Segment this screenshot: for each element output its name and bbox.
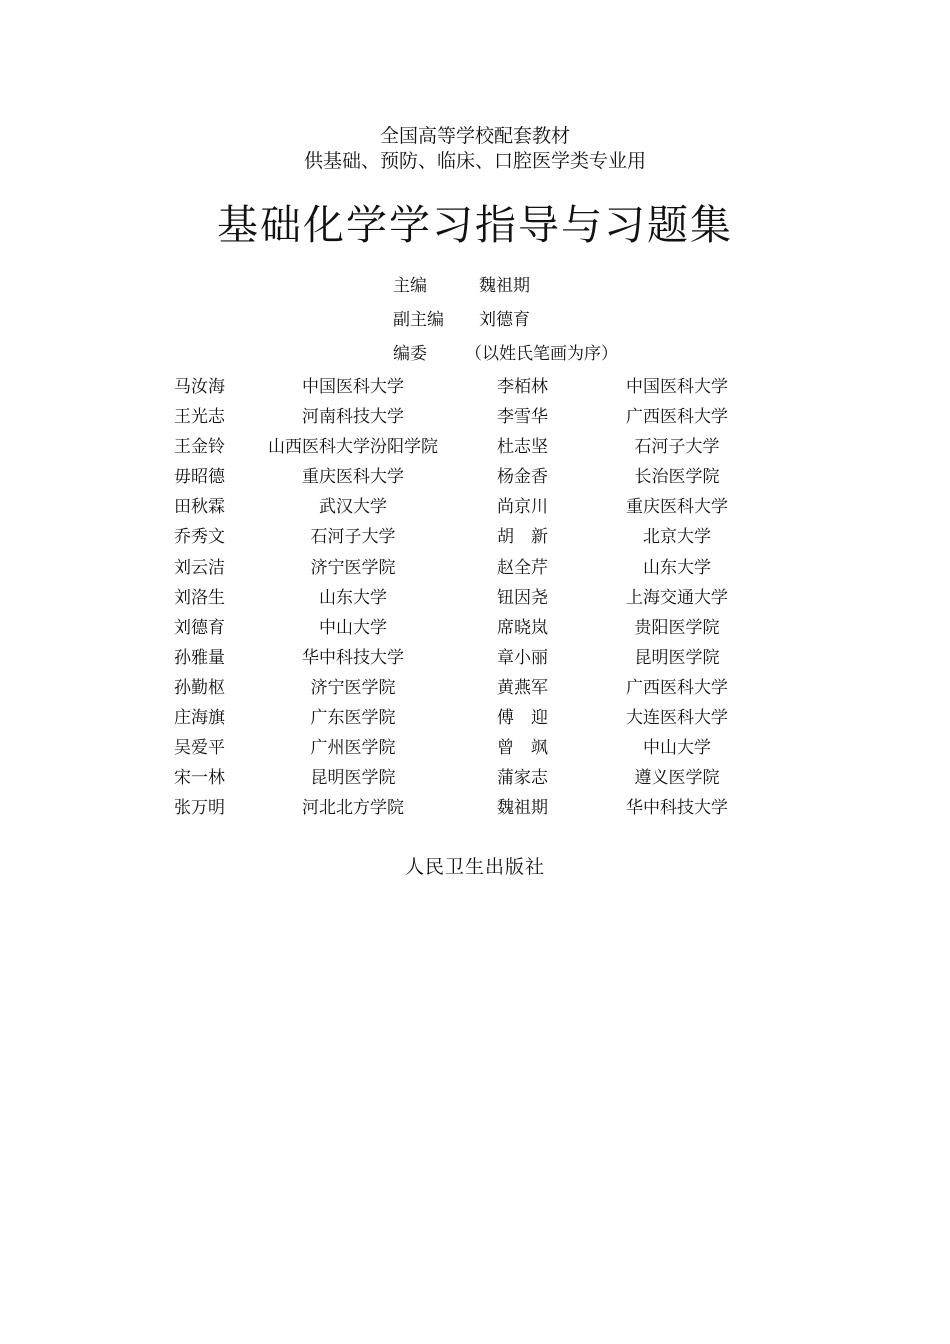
member-institution: 广西医科大学 — [626, 677, 728, 698]
member-institution: 河北北方学院 — [302, 798, 404, 819]
member-institution: 广西医科大学 — [626, 407, 728, 428]
member-name: 马汝海 — [174, 377, 225, 397]
member-name: 傅 迎 — [497, 708, 548, 729]
member-row — [0, 553, 950, 583]
member-name: 李栢林 — [497, 377, 548, 397]
member-institution: 北京大学 — [643, 527, 711, 548]
member-name: 毋昭德 — [174, 467, 225, 488]
deputy-editor-name: 刘德育 — [479, 310, 530, 330]
member-name: 胡 新 — [497, 527, 548, 548]
member-institution: 山东大学 — [319, 587, 387, 608]
member-row — [0, 733, 950, 763]
member-row — [0, 643, 950, 673]
series-line-1: 全国高等学校配套教材 — [379, 125, 570, 147]
member-name: 席晓岚 — [497, 617, 548, 638]
member-institution: 石河子大学 — [634, 437, 720, 458]
member-institution: 长治医学院 — [634, 467, 720, 488]
member-name: 王光志 — [174, 407, 225, 428]
member-institution: 广东医学院 — [310, 708, 396, 729]
member-name: 张万明 — [174, 798, 225, 819]
member-name: 孙雅量 — [174, 647, 225, 668]
member-institution: 石河子大学 — [310, 527, 396, 548]
member-row — [0, 492, 950, 522]
member-institution: 济宁医学院 — [310, 557, 396, 578]
member-name: 杨金香 — [497, 467, 548, 488]
member-name: 章小丽 — [497, 647, 548, 668]
member-institution: 遵义医学院 — [634, 768, 720, 789]
member-row — [0, 673, 950, 703]
editorial-board-line — [393, 342, 618, 366]
member-row — [0, 432, 950, 462]
member-institution: 重庆医科大学 — [626, 497, 728, 518]
member-institution: 重庆医科大学 — [302, 467, 404, 488]
member-name: 尚京川 — [497, 497, 548, 518]
member-name: 杜志坚 — [497, 437, 548, 458]
member-institution: 大连医科大学 — [626, 708, 728, 729]
member-row — [0, 763, 950, 793]
member-institution: 中山大学 — [319, 617, 387, 638]
member-institution: 中国医科大学 — [302, 377, 404, 397]
editorial-board-note: （以姓氏笔画为序） — [465, 344, 618, 364]
member-name: 王金铃 — [174, 437, 225, 458]
member-row — [0, 462, 950, 492]
member-name: 孙勤枢 — [174, 677, 225, 698]
member-name: 田秋霖 — [174, 497, 225, 518]
publisher: 人民卫生出版社 — [404, 856, 545, 878]
member-institution: 华中科技大学 — [626, 798, 728, 819]
chief-editor-label: 主编 — [393, 276, 427, 296]
member-institution: 山东大学 — [643, 557, 711, 578]
chief-editor-name: 魏祖期 — [479, 276, 530, 296]
member-row — [0, 703, 950, 733]
member-row — [0, 402, 950, 432]
series-line-2: 供基础、预防、临床、口腔医学类专业用 — [303, 150, 646, 172]
member-institution: 广州医学院 — [310, 738, 396, 759]
member-institution: 山西医科大学汾阳学院 — [268, 437, 438, 458]
member-name: 钮因尧 — [497, 587, 548, 608]
chief-editor-line — [393, 274, 530, 298]
member-institution: 中国医科大学 — [626, 377, 728, 397]
member-name: 刘洛生 — [174, 587, 225, 608]
member-name: 宋一林 — [174, 768, 225, 789]
member-institution: 华中科技大学 — [302, 647, 404, 668]
member-institution: 武汉大学 — [319, 497, 387, 518]
member-name: 刘德育 — [174, 617, 225, 638]
deputy-editor-line — [393, 308, 530, 332]
member-name: 吴爱平 — [174, 738, 225, 759]
member-institution: 昆明医学院 — [634, 647, 720, 668]
member-institution: 贵阳医学院 — [634, 617, 720, 638]
member-name: 魏祖期 — [497, 798, 548, 819]
book-title: 基础化学学习指导与习题集 — [217, 201, 733, 249]
member-name: 庄海旗 — [174, 708, 225, 729]
member-institution: 昆明医学院 — [310, 768, 396, 789]
member-name: 蒲家志 — [497, 768, 548, 789]
editorial-board-label: 编委 — [393, 344, 427, 364]
member-row — [0, 372, 950, 402]
deputy-editor-label: 副主编 — [393, 310, 444, 330]
member-row — [0, 793, 950, 823]
member-name: 曾 飒 — [497, 738, 548, 759]
member-name: 乔秀文 — [174, 527, 225, 548]
member-institution: 河南科技大学 — [302, 407, 404, 428]
member-row — [0, 613, 950, 643]
member-row — [0, 522, 950, 552]
member-list — [0, 372, 950, 832]
member-name: 刘云洁 — [174, 557, 225, 578]
member-institution: 济宁医学院 — [310, 677, 396, 698]
member-institution: 中山大学 — [643, 738, 711, 759]
member-name: 黄燕军 — [497, 677, 548, 698]
member-name: 赵全芹 — [497, 557, 548, 578]
member-name: 李雪华 — [497, 407, 548, 428]
member-row — [0, 583, 950, 613]
member-institution: 上海交通大学 — [626, 587, 728, 608]
